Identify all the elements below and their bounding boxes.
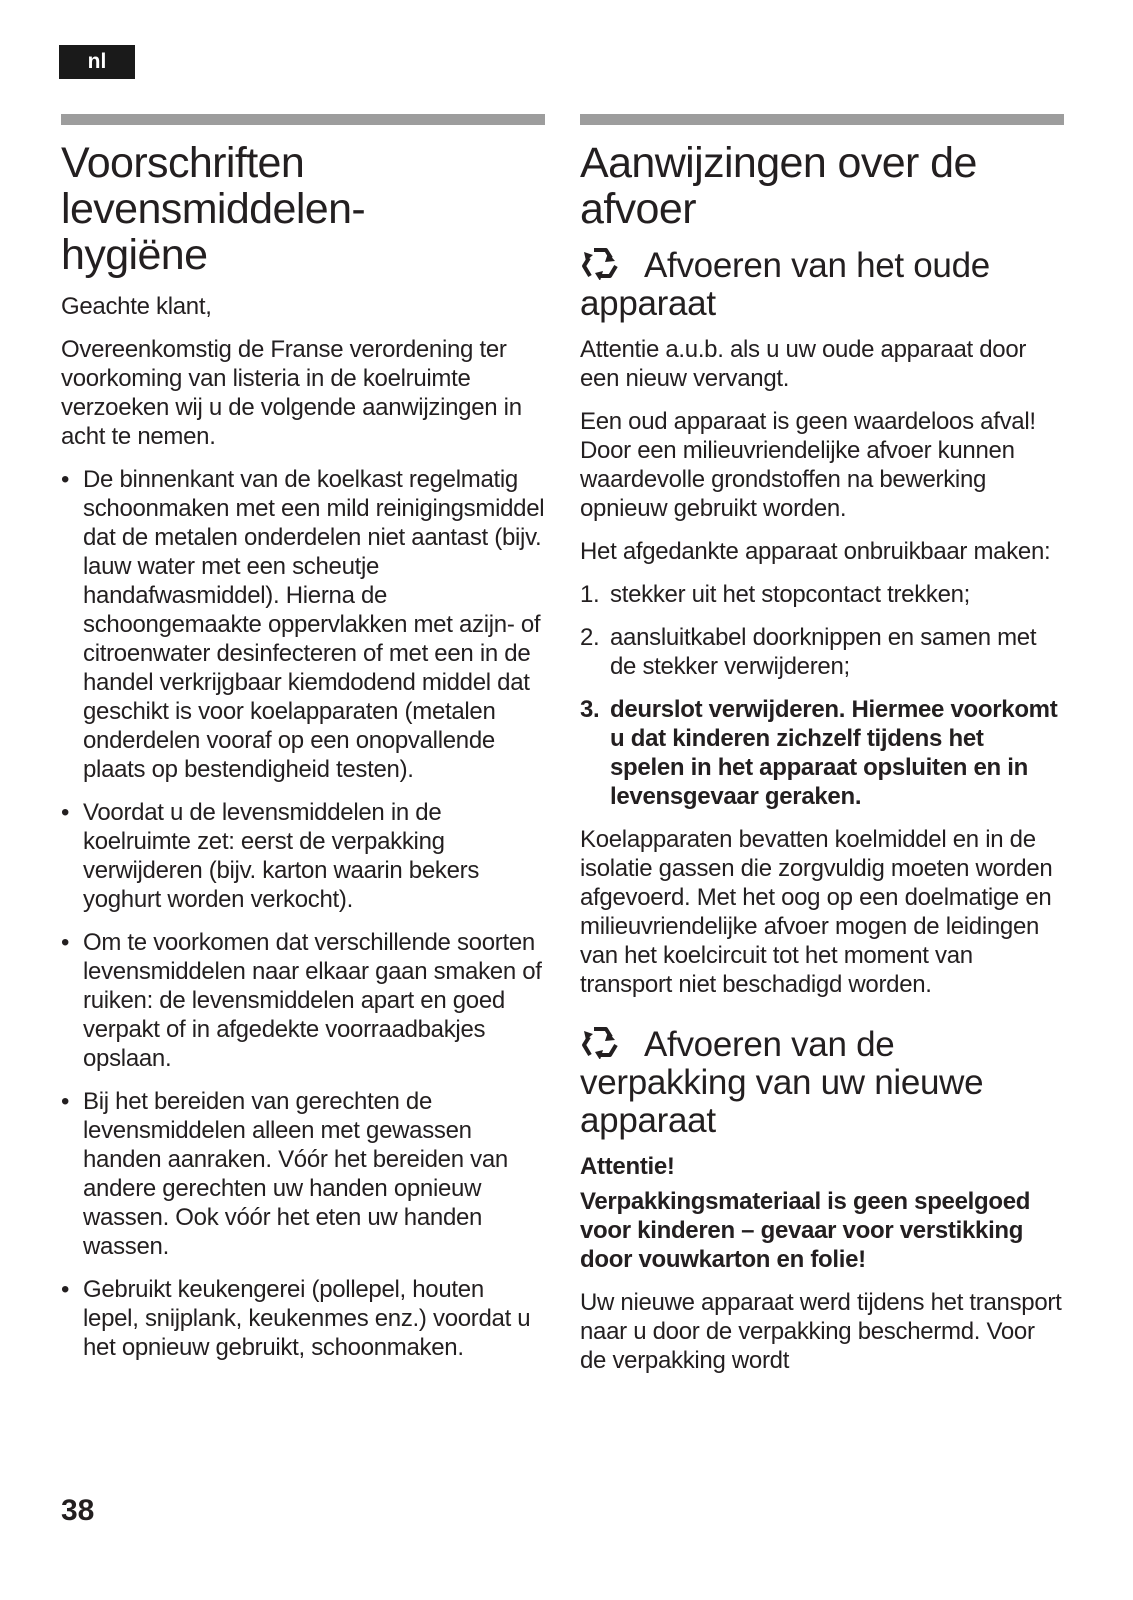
refrigerant-paragraph: Koelapparaten bevatten koelmiddel en in de isolatie gassen die zorgvuldig moeten worden afgevoerd. Met het oog op een doelmatige en milieuvriendelijke afvoer mogen de leidingen van het koelcircuit tot het moment van transport niet beschadigd worden. — [580, 826, 1053, 998]
list-item: • Gebruikt keukengerei (pollepel, houten lepel, snijplank, keukenmes enz.) voordat u het opnieuw gebruikt, schoonmaken. — [61, 1276, 531, 1361]
disposal-steps — [580, 580, 1064, 811]
list-item: • De binnenkant van de koelkast regelmatig schoonmaken met een mild reinigingsmiddel dat de metalen onderdelen niet aantast (bijv. lauw water met een scheutje handafwasmiddel). Hierna de schoongemaakte oppervlakken met azijn- of citroenwater desinfecteren of met een in de handel verkrijgbaar kiemdodend middel dat geschikt is voor koelapparaten (metalen onderdelen vooraf op een onopvallende plaats op bestendigheid testen). — [61, 466, 545, 783]
bullet-mark: • — [61, 1088, 70, 1115]
packaging-heading: Afvoeren van de verpakking van uw nieuwe apparaat — [580, 1025, 984, 1140]
left-column — [61, 114, 545, 1376]
disposal-title: Aanwijzingen over de afvoer — [580, 139, 977, 233]
bullet-mark: • — [61, 929, 70, 956]
hygiene-title: Voorschriften levensmiddelen- hygiëne — [61, 139, 366, 279]
bullet-mark: • — [61, 466, 70, 493]
language-badge: nl — [59, 45, 135, 79]
intro-paragraph: Overeenkomstig de Franse verordening ter voorkoming van listeria in de koelruimte verzoeken wij u de volgende aanwijzingen in acht te nemen. — [61, 336, 522, 450]
warning-title: Attentie! — [580, 1153, 675, 1180]
hygiene-list — [61, 465, 545, 1362]
bullet-mark: • — [61, 1276, 70, 1303]
page-number: 38 — [61, 1494, 95, 1527]
section-rule — [580, 114, 1064, 125]
packaging-paragraph: Uw nieuwe apparaat werd tijdens het transport naar u door de verpakking beschermd. Voor de verpakking wordt — [580, 1289, 1062, 1374]
section-rule — [61, 114, 545, 125]
value-paragraph: Een oud apparaat is geen waardeloos afval! Door een milieuvriendelijke afvoer kunnen waardevolle grondstoffen na bewerking opnieuw gebruikt worden. — [580, 408, 1036, 522]
list-item: • Bij het bereiden van gerechten de levensmiddelen alleen met gewassen handen aanraken. Vóór het bereiden van andere gerechten uw handen opnieuw wassen. Ook vóór het eten uw handen wassen. — [61, 1088, 508, 1260]
right-column — [580, 114, 1064, 1389]
unusable-paragraph: Het afgedankte apparaat onbruikbaar maken: — [580, 538, 1051, 565]
recycle-icon — [580, 246, 620, 280]
list-item: • Voordat u de levensmiddelen in de koelruimte zet: eerst de verpakking verwijderen (bijv. karton waarin bekers yoghurt worden verkocht). — [61, 799, 480, 913]
warning-text: Verpakkingsmateriaal is geen speelgoed voor kinderen – gevaar voor verstikking door vouwkarton en folie! — [580, 1188, 1031, 1273]
list-item: 2. aansluitkabel doorknippen en samen met de stekker verwijderen; — [580, 624, 1037, 680]
recycle-icon — [580, 1025, 620, 1059]
bullet-mark: • — [61, 799, 70, 826]
list-item: 3. deurslot verwijderen. Hiermee voorkomt u dat kinderen zichzelf tijdens het spelen in het apparaat opsluiten en in levensgevaar geraken. — [580, 696, 1058, 810]
list-item: 1. stekker uit het stopcontact trekken; — [580, 581, 971, 608]
greeting: Geachte klant, — [61, 293, 212, 320]
attention-paragraph: Attentie a.u.b. als u uw oude apparaat door een nieuw vervangt. — [580, 336, 1027, 392]
old-appliance-heading: Afvoeren van het oude apparaat — [580, 246, 990, 323]
list-item: • Om te voorkomen dat verschillende soorten levensmiddelen naar elkaar gaan smaken of ruiken: de levensmiddelen apart en goed verpakt of in afgedekte voorraadbakjes opslaan. — [61, 929, 542, 1072]
